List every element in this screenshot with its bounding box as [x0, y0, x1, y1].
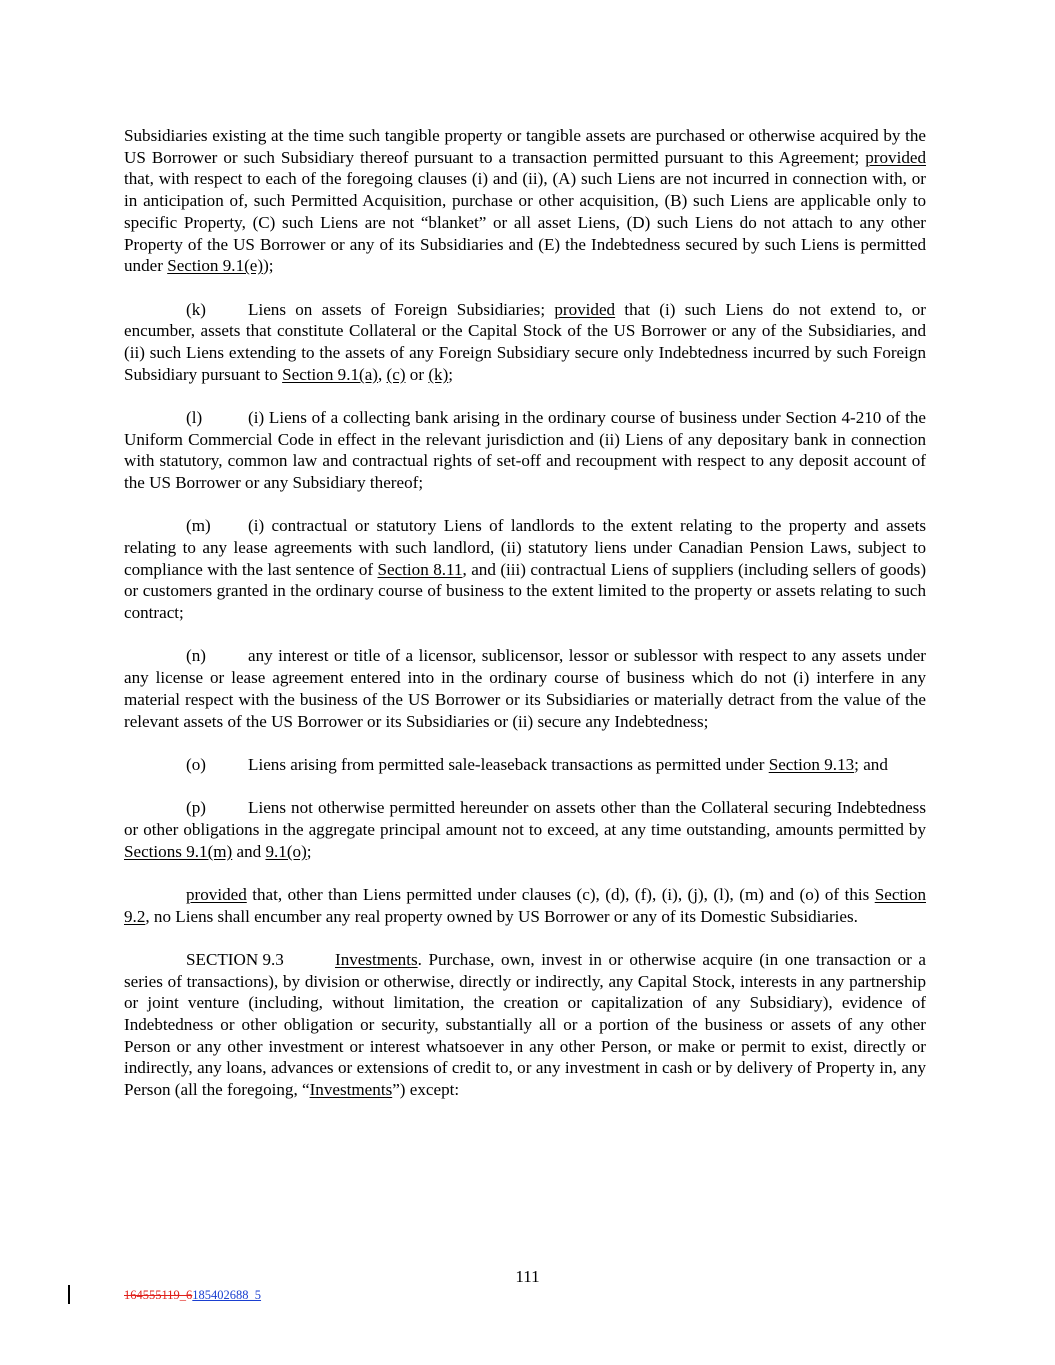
text: ”) except: [392, 1080, 460, 1100]
section-label: SECTION 9.3 [186, 949, 284, 969]
clause-label: (n) [186, 646, 206, 666]
section-reference: 9.1(o) [265, 841, 307, 861]
text: ; [306, 841, 312, 861]
text: , [378, 364, 387, 384]
section-9-3 [124, 949, 926, 1101]
clause-label: (o) [186, 754, 206, 774]
underlined-term: provided [554, 299, 616, 319]
text: Liens arising from permitted sale-leaseback transactions as permitted under [248, 754, 769, 774]
section-reference: Section 8.11 [377, 559, 463, 579]
text: ; and [854, 754, 888, 774]
inserted-document-id: 185402688_5 [192, 1288, 262, 1302]
text: Liens on assets of Foreign Subsidiaries; [248, 299, 555, 319]
page-number: 111 [515, 1267, 540, 1286]
text: , and (iii) contractual Liens of suppliers (including sellers of goods) or customers granted in the ordinary course of business to the extent limited to the property or assets relating to such contract; [124, 559, 927, 623]
clause-k [124, 299, 926, 386]
text: (i) Liens of a collecting bank arising in the ordinary course of business under Section 4-210 of the Uniform Commercial Code in effect in the relevant jurisdiction and (ii) Liens of any depositary bank in connection with statutory, common law and contractual rights of set-off and recoupment with respect to any deposit account of the US Borrower or any Subsidiary thereof; [124, 407, 926, 493]
section-heading: Investments [335, 949, 418, 969]
text: ); [263, 256, 274, 276]
clause-label: (l) [186, 407, 203, 427]
text: ; [448, 364, 454, 384]
clause-label: (k) [186, 299, 206, 319]
underlined-term: provided [865, 147, 926, 167]
text: , no Liens shall encumber any real property owned by US Borrower or any of its Domestic Subsidiaries. [145, 906, 858, 926]
text: Liens not otherwise permitted hereunder on assets other than the Collateral securing Indebtedness or other obligations in the aggregate principal amount not to exceed, at any time outstanding, amounts permitted by [124, 798, 926, 839]
document-body [124, 125, 926, 1122]
paragraph-intro [124, 125, 926, 277]
section-reference: Section 9.13 [768, 754, 855, 774]
revision-change-bar [68, 1285, 70, 1304]
text: (i) contractual or statutory Liens of landlords to the extent relating to the property and assets relating to any lease agreements with such landlord, (ii) statutory liens under Canadian Pension Laws, subject to compliance with the last sentence of [124, 516, 926, 579]
clause-n [124, 645, 926, 732]
section-reference: Section 9.2 [124, 884, 926, 926]
text: that, other than Liens permitted under clauses (c), (d), (f), (i), (j), (l), (m) and (o) of this [246, 884, 875, 904]
section-reference: (k) [428, 364, 449, 384]
text: . Purchase, own, invest in or otherwise acquire (in one transaction or a series of transactions), by division or otherwise, directly or indirectly, any Capital Stock, interests in any partnership or joint venture (including, without limitation, the creation or capitalization of any Subsidiary), evidence of Indebtedness or other obligation or security, substantially all or a portion of the business or assets of any other Person or any other investment or interest whatsoever in any other Person, or make or permit to exist, directly or indirectly, any loans, advances or extensions of credit to, or any investment in cash or by delivery of Property in, any Person (all the foregoing, “ [124, 949, 926, 1100]
text: that (i) such Liens do not extend to, or encumber, assets that constitute Collateral or the Capital Stock of the US Borrower or any of the Subsidiaries, and (ii) such Liens extending to the assets of any Foreign Subsidiary secure only Indebtedness incurred by such Foreign Subsidiary pursuant to [124, 299, 926, 384]
clause-p [124, 797, 926, 862]
proviso-paragraph [124, 884, 926, 927]
text: any interest or title of a licensor, sublicensor, lessor or sublessor with respect to any assets under any license or lease agreement entered into in the ordinary course of business which do not (i) interfere in any material respect with the business of the US Borrower or its Subsidiaries or materially detract from the value of the relevant assets of the US Borrower or its Subsidiaries or (ii) secure any Indebtedness; [124, 646, 926, 731]
clause-m [124, 515, 926, 624]
section-reference: (c) [386, 364, 406, 384]
clause-label: (p) [186, 798, 206, 818]
underlined-term: provided [186, 884, 247, 904]
section-reference: Section 9.1(a) [282, 364, 378, 384]
text: or [405, 364, 429, 384]
text: Subsidiaries existing at the time such tangible property or tangible assets are purchased or otherwise acquired by the US Borrower or such Subsidiary thereof pursuant to a transaction permitted pursuant to this Agreement; [124, 126, 926, 167]
document-id [124, 1288, 261, 1303]
clause-o [124, 754, 926, 776]
section-reference: Section 9.1(e) [167, 256, 264, 276]
clause-label: (m) [186, 516, 211, 536]
deleted-document-id: 164555119_6 [124, 1288, 193, 1302]
text: and [232, 841, 266, 861]
clause-l [124, 407, 926, 494]
section-reference: Sections 9.1(m) [124, 841, 233, 861]
text: that, with respect to each of the foregoing clauses (i) and (ii), (A) such Liens are not incurred in connection with, or in anticipation of, such Permitted Acquisition, purchase or other acquisition, (B) such Liens are applicable only to specific Property, (C) such Liens are not “blanket” or all asset Liens, (D) such Liens do not attach to any other Property of the US Borrower or any of its Subsidiaries and (E) the Indebtedness secured by such Liens is permitted under [124, 169, 926, 276]
defined-term: Investments [309, 1080, 393, 1100]
